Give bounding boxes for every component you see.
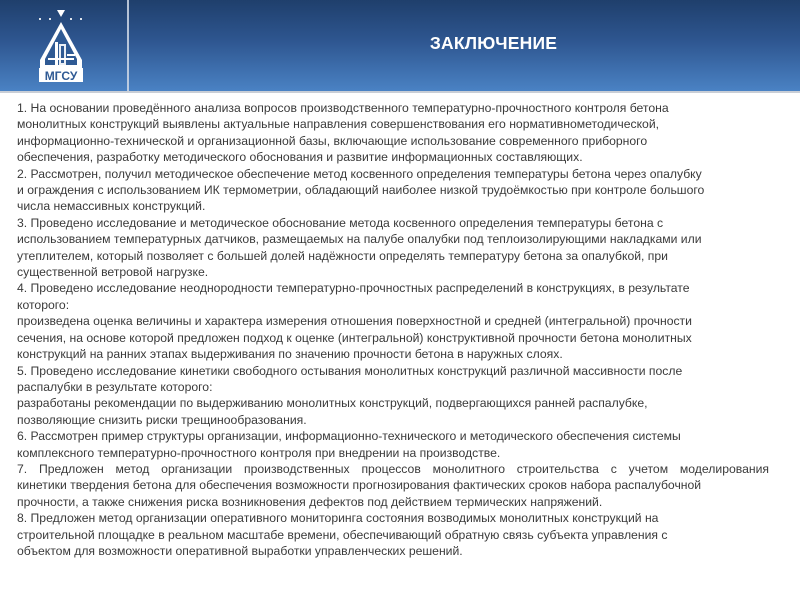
text-line: 6. Рассмотрен пример структуры организации, информационно-технического и методического обеспечения системы	[17, 429, 681, 444]
text-line: позволяющие снизить риски трещинообразования.	[17, 412, 307, 427]
text-line: конструкций на ранних этапах выдерживания по значению прочности бетона в наружных слоях.	[17, 347, 563, 362]
text-line: 7. Предложен метод организации производственных процессов монолитного строительства с учетом моделирования	[17, 461, 769, 476]
text-line: разработаны рекомендации по выдерживанию монолитных конструкций, подвергающихся ранней распалубке,	[17, 396, 648, 411]
text-line: числа немассивных конструкций.	[17, 199, 206, 214]
logo-text: МГСУ	[44, 69, 78, 83]
text-line: комплексного температурно-прочностного контроля при внедрении на производстве.	[17, 445, 501, 460]
text-line: 5. Проведено исследование кинетики свободного остывания монолитных конструкций различной массивности после	[17, 363, 683, 378]
text-line: 2. Рассмотрен, получил методическое обеспечение метод косвенного определения температуры бетона через опалубку	[17, 166, 702, 181]
text-line: которого:	[17, 297, 70, 312]
text-line: произведена оценка величины и характера измерения отношения поверхностной и средней (интегральной) прочности	[17, 314, 692, 329]
logo-area	[0, 0, 127, 91]
text-line: 8. Предложен метод организации оперативного мониторинга состояния возводимых монолитных конструкций на	[17, 511, 659, 526]
text-line: прочности, а также снижения риска возникновения дефектов под действием термических напряжений.	[17, 494, 603, 509]
text-line: объектом для возможности оперативной выработки управленческих решений.	[17, 543, 463, 558]
text-line: информационно-технической и организационной базы, включающие использование современного приборного	[17, 133, 648, 148]
text-line: утеплителем, который позволяет с большей долей надёжности определять температуру бетона за опалубкой, при	[17, 248, 668, 263]
text-line: и ограждения с использованием ИК термометрии, обладающий наиболее низкой трудоёмкостью при контроле большого	[17, 183, 705, 198]
text-line: использованием температурных датчиков, размещаемых на палубе опалубки под теплоизолирующими накладками или	[17, 232, 702, 247]
page-title	[129, 33, 800, 54]
text-line: существенной ветровой нагрузке.	[17, 265, 209, 280]
mgsu-logo-icon	[36, 4, 86, 84]
text-line: кинетики твердения бетона для обеспечения возможности прогнозирования фактических сроков набора распалубочной	[17, 478, 702, 493]
text-line: 4. Проведено исследование неоднородности температурно-прочностных распределений в конструкциях, в результате	[17, 281, 690, 296]
text-line: распалубки в результате которого:	[17, 379, 213, 394]
text-line: обеспечения, разработку методического обоснования и развитие информационных составляющих.	[17, 150, 583, 165]
page-title-text: ЗАКЛЮЧЕНИЕ	[429, 33, 558, 53]
text-line: 1. На основании проведённого анализа вопросов производственного температурно-прочностного контроля бетона	[17, 101, 669, 115]
text-line: монолитных конструкций выявлены актуальные направления совершенствования его нормативнометодической,	[17, 117, 660, 132]
slide-header	[0, 0, 800, 93]
text-line: строительной площадке в реальном масштабе времени, обеспечивающий обратную связь субъекта управления с	[17, 527, 668, 542]
text-line: сечения, на основе которой предложен подход к оценке (интегральной) конструктивной прочности бетона монолитных	[17, 330, 692, 345]
conclusion-text	[17, 100, 787, 559]
text-line: 3. Проведено исследование и методическое обоснование метода косвенного определения температуры бетона с	[17, 215, 664, 230]
